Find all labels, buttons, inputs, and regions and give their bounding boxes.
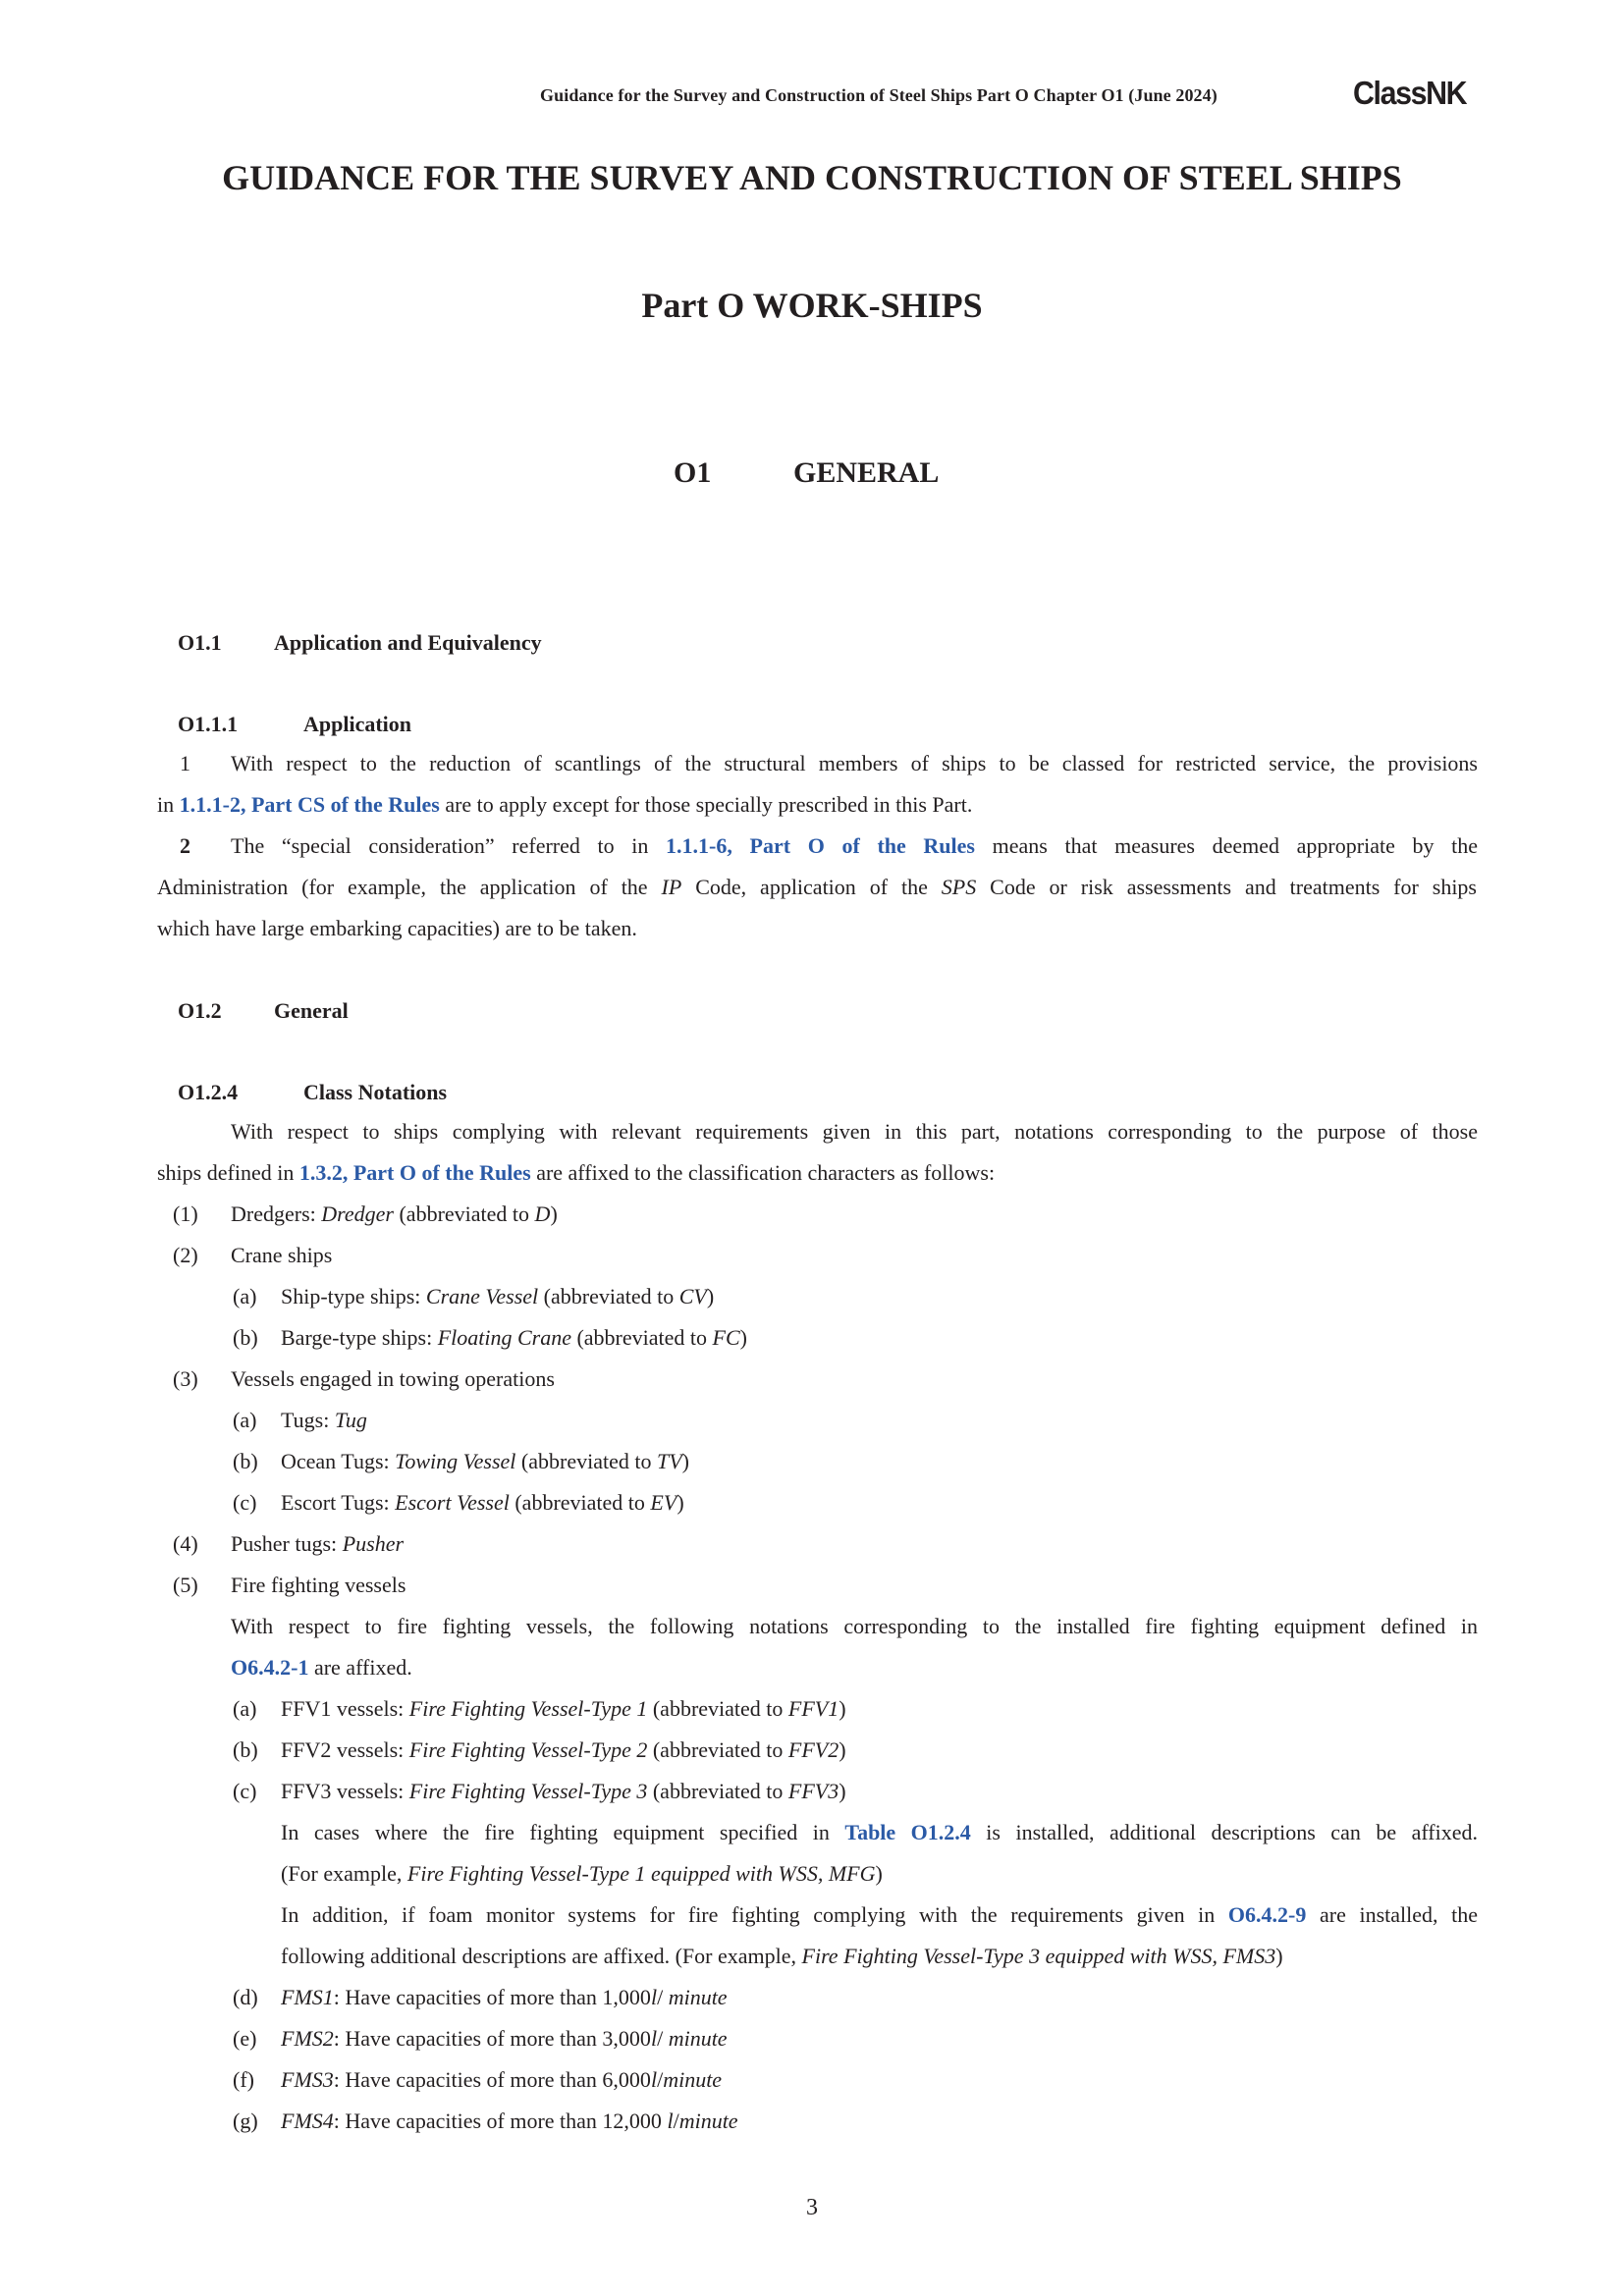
item-5g-label: (g) [233, 2109, 258, 2133]
item-3-text: Vessels engaged in towing operations [231, 1366, 555, 1391]
item-5c-label: (c) [233, 1779, 257, 1803]
para-2-line-3: which have large embarking capacities) are to be taken. [157, 916, 637, 940]
item-3a-text: Tugs: Tug [281, 1408, 367, 1432]
item-2b-label: (b) [233, 1325, 258, 1350]
para-3-line-2: ships defined in 1.3.2, Part O of the Rules are affixed to the classification characters as follows: [157, 1160, 996, 1185]
item-3-label: (3) [173, 1366, 198, 1391]
para-3-line-1: With respect to ships complying with relevant requirements given in this part, notations corresponding to the purpose of those [231, 1119, 1478, 1144]
item-3c-label: (c) [233, 1490, 257, 1515]
item-4-label: (4) [173, 1531, 198, 1556]
item-4-text: Pusher tugs: Pusher [231, 1531, 405, 1556]
para-1-line-2: in 1.1.1-2, Part CS of the Rules are to apply except for those specially prescribed in this Part. [157, 792, 973, 817]
item-5-text: Fire fighting vessels [231, 1573, 406, 1597]
para-1-line-1: With respect to the reduction of scantlings of the structural members of ships to be classed for restricted service, the provisions [231, 751, 1478, 775]
item-5a-text: FFV1 vessels: Fire Fighting Vessel-Type 1 (abbreviated to FFV1) [281, 1696, 846, 1721]
chapter-title: GENERAL [793, 456, 940, 489]
item-1-text: Dredgers: Dredger (abbreviated to D) [231, 1201, 558, 1226]
item-5c-note-line-1: In cases where the fire fighting equipment specified in Table O1.2.4 is installed, additional descriptions can be affixed. [281, 1820, 1478, 1844]
item-5f-text: FMS3: Have capacities of more than 6,000l/minute [281, 2067, 723, 2092]
item-5e-text: FMS2: Have capacities of more than 3,000l/ minute [281, 2026, 728, 2051]
section-title-o1-2-4: Class Notations [303, 1080, 448, 1104]
item-2a-text: Ship-type ships: Crane Vessel (abbreviated to CV) [281, 1284, 715, 1308]
item-2a-label: (a) [233, 1284, 257, 1308]
section-number-o1-2: O1.2 [178, 998, 222, 1023]
section-title-o1-1-1: Application [303, 712, 412, 736]
item-5c-text: FFV3 vessels: Fire Fighting Vessel-Type 3 (abbreviated to FFV3) [281, 1779, 846, 1803]
item-5-para-line-1: With respect to fire fighting vessels, the following notations corresponding to the installed fire fighting equipment defined in [231, 1614, 1478, 1638]
item-3a-label: (a) [233, 1408, 257, 1432]
item-5b-text: FFV2 vessels: Fire Fighting Vessel-Type 2 (abbreviated to FFV2) [281, 1737, 846, 1762]
item-5b-label: (b) [233, 1737, 258, 1762]
link-1-3-2[interactable]: 1.3.2, Part O of the Rules [298, 1160, 531, 1185]
para-2-number: 2 [180, 833, 190, 858]
item-5f-label: (f) [233, 2067, 254, 2092]
part-title: Part O WORK-SHIPS [641, 286, 983, 325]
item-3c-text: Escort Tugs: Escort Vessel (abbreviated to EV) [281, 1490, 684, 1515]
para-2-line-2: Administration (for example, the application of the IP Code, application of the SPS Code or risk assessments and treatments for ships [157, 875, 1477, 899]
item-5e-label: (e) [233, 2026, 257, 2051]
running-header: Guidance for the Survey and Construction of Steel Ships Part O Chapter O1 (June 2024) [540, 85, 1218, 105]
link-table-o1-2-4[interactable]: Table O1.2.4 [844, 1820, 971, 1844]
item-3b-label: (b) [233, 1449, 258, 1473]
item-1-label: (1) [173, 1201, 198, 1226]
document-title: GUIDANCE FOR THE SURVEY AND CONSTRUCTION OF STEEL SHIPS [222, 158, 1402, 197]
link-o6-4-2-9[interactable]: O6.4.2-9 [1227, 1902, 1307, 1927]
section-number-o1-2-4: O1.2.4 [178, 1080, 239, 1104]
chapter-number: O1 [674, 456, 712, 489]
item-3b-text: Ocean Tugs: Towing Vessel (abbreviated to TV) [281, 1449, 689, 1473]
item-5a-label: (a) [233, 1696, 257, 1721]
item-5-para-line-2: O6.4.2-1 are affixed. [231, 1655, 412, 1680]
item-5c-note-line-3: In addition, if foam monitor systems for fire fighting complying with the requirements given in O6.4.2-9 are installed, the [281, 1902, 1478, 1927]
item-5c-note-line-2: (For example, Fire Fighting Vessel-Type 1 equipped with WSS, MFG) [281, 1861, 883, 1886]
item-2-text: Crane ships [231, 1243, 333, 1267]
section-number-o1-1-1: O1.1.1 [178, 712, 239, 736]
page-number: 3 [806, 2195, 818, 2220]
item-5-label: (5) [173, 1573, 198, 1597]
item-5g-text: FMS4: Have capacities of more than 12,000 l/minute [281, 2109, 738, 2133]
item-5d-text: FMS1: Have capacities of more than 1,000l/ minute [281, 1985, 728, 2009]
item-5d-label: (d) [233, 1985, 258, 2009]
section-title-o1-1: Application and Equivalency [274, 630, 542, 655]
section-title-o1-2: General [274, 998, 349, 1023]
link-part-o-rules[interactable]: Part O of the Rules [749, 833, 975, 858]
para-2-line-1: The “special consideration” referred to in 1.1.1-6, Part O of the Rules means that measures deemed appropriate by the [231, 833, 1479, 858]
link-o6-4-2-1[interactable]: O6.4.2-1 [231, 1655, 309, 1680]
classnk-logo: ClassNK [1353, 75, 1467, 111]
item-2-label: (2) [173, 1243, 198, 1267]
link-1-1-1-6[interactable]: 1.1.1-6 [666, 833, 728, 858]
item-5c-note-line-4: following additional descriptions are affixed. (For example, Fire Fighting Vessel-Type 3 equipped with WSS, FMS3) [281, 1944, 1283, 1968]
item-2b-text: Barge-type ships: Floating Crane (abbreviated to FC) [281, 1325, 747, 1350]
para-1-number: 1 [180, 751, 190, 775]
link-1-1-1-2[interactable]: 1.1.1-2, Part CS of the Rules [179, 792, 440, 817]
section-number-o1-1: O1.1 [178, 630, 222, 655]
